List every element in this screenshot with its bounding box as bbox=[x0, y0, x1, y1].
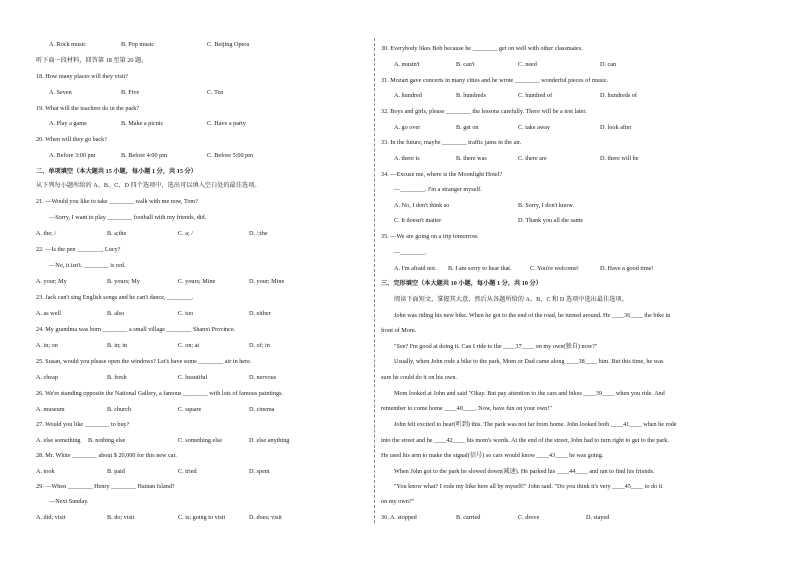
text-line: B. church bbox=[107, 406, 132, 413]
text-line: C. Before 5:00 pm bbox=[207, 152, 254, 159]
text-line: into the street and he ____42____ his mom's words. At the end of the street, John had to turn right to get to the park. bbox=[381, 437, 669, 444]
text-line: B. hundreds bbox=[456, 92, 486, 99]
text-line: C. hundred of bbox=[518, 92, 553, 99]
text-line: A. mustn't bbox=[394, 61, 420, 68]
text-line: C. yours; Mine bbox=[178, 278, 216, 285]
text-line: —________. I'm a stranger myself. bbox=[394, 186, 482, 193]
text-line: 从下列每小题所给的 A、B、C、D 四个选项中，选出可以填入空白处的最佳选项。 bbox=[36, 182, 261, 189]
text-line: A. Play a game bbox=[49, 120, 87, 127]
text-line: A. Before 3:00 pm bbox=[49, 152, 96, 159]
text-line: D. either bbox=[249, 310, 271, 317]
text-line: B. yours; My bbox=[107, 278, 140, 285]
text-line: D. spent bbox=[249, 468, 270, 475]
text-line: D. look after bbox=[600, 124, 632, 131]
text-line: —Next Sunday. bbox=[49, 498, 89, 505]
text-line: John felt excited to hear(听到) this. The park was not far from home. John looked both ____41____ when he rode bbox=[394, 421, 677, 428]
text-line: C. on; at bbox=[178, 342, 200, 349]
text-line: C. something else bbox=[178, 437, 223, 444]
text-line: 三、完形填空（本大题共 10 小题，每小题 1 分，共 10 分） bbox=[381, 280, 542, 287]
text-line: C. a; / bbox=[178, 230, 193, 237]
text-line: C. tried bbox=[178, 468, 197, 475]
text-line: 35. —We are going on a trip tomorrow. bbox=[381, 233, 479, 240]
text-line: 20. When will they go back? bbox=[36, 136, 108, 143]
text-line: 24. My grandma was born ________ a small village ________ Shanxi Province. bbox=[36, 326, 236, 333]
text-line: A. as well bbox=[36, 310, 61, 317]
text-line: —No, it isn't. ________ is red. bbox=[49, 262, 126, 269]
text-line: D. cinema bbox=[249, 406, 275, 413]
text-line: D. Thank you all the same bbox=[518, 217, 584, 224]
text-line: D. does; visit bbox=[249, 514, 282, 521]
text-line: 31. Mozart gave concerts in many cities and he wrote ________ wonderful pieces of music. bbox=[381, 77, 609, 84]
text-line: A. took bbox=[36, 468, 55, 475]
text-line: B. can't bbox=[456, 61, 475, 68]
text-line: A. in; on bbox=[36, 342, 58, 349]
text-line: D. your; Mine bbox=[249, 278, 285, 285]
text-line: A. Rock music bbox=[49, 41, 86, 48]
text-line: A. I'm afraid not. bbox=[394, 265, 437, 272]
text-line: A. there is bbox=[394, 155, 420, 162]
text-line: "You know what? I rode my bike here all by myself!" John said. "Do you think it's very ____45____ to do it bbox=[394, 483, 663, 490]
text-line: When John got to the park he slowed down(减速). He parked his ____44____ and ran to find his friends. bbox=[394, 468, 655, 475]
column-divider bbox=[374, 38, 375, 523]
text-line: A. cheap bbox=[36, 374, 58, 381]
text-line: 32. Boys and girls, please ________ the lessons carefully. There will be a test later. bbox=[381, 108, 587, 115]
text-line: B. paid bbox=[107, 468, 125, 475]
text-line: 二、单项填空（本大题共 15 小题，每小题 1 分，共 15 分） bbox=[36, 168, 197, 175]
text-line: C. You're welcome! bbox=[530, 265, 579, 272]
text-line: B. there was bbox=[456, 155, 487, 162]
text-line: John was riding his new bike. When he got to the end of the road, he turned around. He ____36____ the bike in bbox=[394, 312, 671, 319]
text-line: A. your; My bbox=[36, 278, 67, 285]
text-line: A. the; / bbox=[36, 230, 57, 237]
text-line: "See? I'm good at doing it. Can I ride to the ____37____ on my own(独自) now?" bbox=[394, 343, 598, 350]
text-line: B. nothing else bbox=[88, 437, 126, 444]
text-line: 22. —Is the pen ________, Lucy? bbox=[36, 246, 121, 253]
text-line: B. Sorry, I don't know. bbox=[518, 202, 574, 209]
text-line: B. I am sorry to hear that. bbox=[448, 265, 512, 272]
text-line: D. /;the bbox=[249, 230, 268, 237]
text-line: B. do; visit bbox=[107, 514, 135, 521]
text-line: 23. Jack can't sing English songs and he can't dance, ________. bbox=[36, 294, 194, 301]
text-line: B. also bbox=[107, 310, 125, 317]
text-line: B. Pop music bbox=[121, 41, 155, 48]
text-line: A. go over bbox=[394, 124, 421, 131]
text-line: sure he could do it on his own. bbox=[381, 374, 457, 381]
text-line: A. hundred bbox=[394, 92, 422, 99]
text-line: C. Ten bbox=[207, 89, 224, 96]
text-line: C. take away bbox=[518, 124, 551, 131]
text-line: B. Make a picnic bbox=[121, 120, 164, 127]
text-line: —________. bbox=[394, 249, 427, 256]
text-line: —Sorry, I want to play ________ football with my friends, did. bbox=[49, 214, 207, 221]
text-line: A. museum bbox=[36, 406, 65, 413]
text-line: C. Have a party bbox=[207, 120, 246, 127]
text-line: C. square bbox=[178, 406, 202, 413]
text-line: 34. —Excuse me, where is the Moonlight Hotel? bbox=[381, 171, 503, 178]
text-line: B. fresh bbox=[107, 374, 127, 381]
text-line: 27. Would you like ________ to buy? bbox=[36, 421, 130, 428]
text-line: 30. Everybody likes Bob because he ________ get on well with other classmates. bbox=[381, 45, 583, 52]
text-line: C. drove bbox=[518, 514, 540, 521]
text-line: D. nervous bbox=[249, 374, 277, 381]
text-line: D. of; in bbox=[249, 342, 270, 349]
text-line: 33. In the future, maybe ________ traffic jams in the air. bbox=[381, 139, 522, 146]
text-line: D. there will be bbox=[600, 155, 639, 162]
text-line: D. else anything bbox=[249, 437, 290, 444]
text-line: D. Have a good time! bbox=[600, 265, 654, 272]
text-line: Mom looked at John and said "Okay. But pay attention to the cars and bikes ____39____ when you ride. And bbox=[394, 390, 665, 397]
text-line: C. Beijing Opera bbox=[207, 41, 250, 48]
text-line: D. hundreds of bbox=[600, 92, 637, 99]
text-line: 28. Mr. White ________ about $ 20,000 for this new car. bbox=[36, 452, 177, 459]
text-line: front of Mom. bbox=[381, 327, 417, 334]
text-line: 19. What will the teachers do in the park? bbox=[36, 105, 140, 112]
text-line: B. carried bbox=[456, 514, 481, 521]
text-line: remember to come home ____40____. Now, have fun on your own!" bbox=[381, 405, 552, 412]
text-line: 29. —When ________ Henry ________ Hainan Island? bbox=[36, 483, 175, 490]
text-line: A. did; visit bbox=[36, 514, 66, 521]
text-line: A. No, I don't think so bbox=[394, 202, 450, 209]
text-line: B. Before 4:00 pm bbox=[121, 152, 168, 159]
text-line: C. is; going to visit bbox=[178, 514, 226, 521]
text-line: B. a;the bbox=[107, 230, 127, 237]
text-line: C. need bbox=[518, 61, 537, 68]
text-line: D. can bbox=[600, 61, 617, 68]
text-line: 25. Susan, would you please open the windows? Let's have some ________ air in here. bbox=[36, 358, 252, 365]
text-line: 21. —Would you like to take ________ walk with me now, Tom? bbox=[36, 198, 198, 205]
text-line: Usually, when John rode a bike to the park, Mom or Dad came along ____38____ him. But this time, he was bbox=[394, 358, 664, 365]
text-line: 26. We're standing opposite the National Gallery, a famous ________ with lots of famous paintings. bbox=[36, 390, 284, 397]
text-line: D. stayed bbox=[586, 514, 610, 521]
text-line: C. It doesn't matter bbox=[394, 217, 442, 224]
text-line: A. else something bbox=[36, 437, 81, 444]
text-line: C. there are bbox=[518, 155, 547, 162]
text-line: C. beautiful bbox=[178, 374, 208, 381]
text-line: C. too bbox=[178, 310, 194, 317]
text-line: on my own?" bbox=[381, 498, 415, 505]
text-line: He used his arm to make the signal(信号) so cars would know ____43____ he was going. bbox=[381, 452, 604, 459]
text-line: 18. How many places will they visit? bbox=[36, 73, 128, 80]
text-line: A. Seven bbox=[49, 89, 72, 96]
text-line: B. in; in bbox=[107, 342, 128, 349]
text-line: 听下面一段材料，回答第 18 至第 20 题。 bbox=[36, 57, 148, 64]
text-line: 阅读下面短文，掌握其大意，然后从各题所给的 A、B、C 和 D 选项中选出最佳选项。 bbox=[394, 296, 628, 303]
text-line: B. get on bbox=[456, 124, 479, 131]
text-line: 36. A. stopped bbox=[381, 514, 417, 521]
text-line: B. Five bbox=[121, 89, 140, 96]
